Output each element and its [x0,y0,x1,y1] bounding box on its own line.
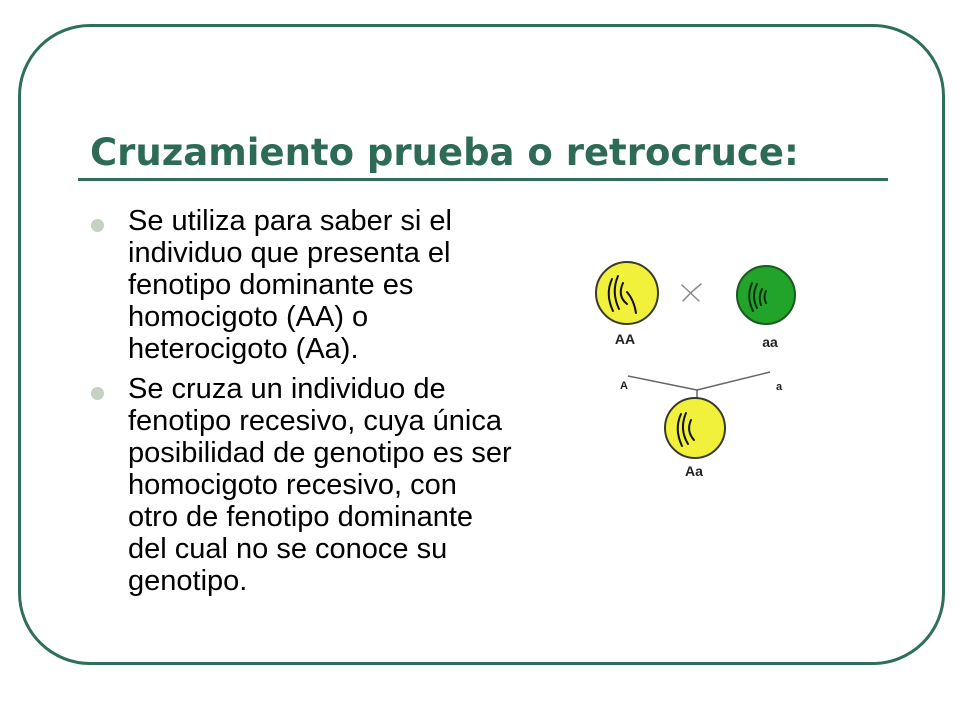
bullet-line: individuo que presenta el [128,237,451,269]
gamete-lines [628,372,770,398]
test-cross-diagram [580,250,820,490]
bullet-line: fenotipo dominante es [128,269,414,301]
dominant-parent-label: AA [614,331,636,347]
recessive-parent-cell [737,266,795,324]
slide-title: Cruzamiento prueba o retrocruce: [90,131,799,174]
bullet-item [128,205,452,365]
recessive-parent-circle [737,266,795,324]
bullet-line: homocigoto recesivo, con [128,469,457,501]
dominant-parent-cell [596,262,658,324]
bullet-line: heterocigoto (Aa). [128,333,359,365]
bullet-line: otro de fenotipo dominante [128,501,474,533]
bullet-line: genotipo. [128,565,248,597]
recessive-parent-label: aa [762,334,778,350]
recessive-gamete-label: a [775,381,783,393]
title-underline [78,178,888,181]
bullet-line: fenotipo recesivo, cuya única [128,405,502,437]
bullet-dot-icon [91,219,104,232]
bullet-line: Se cruza un individuo de [128,373,446,405]
bullet-line: posibilidad de genotipo es ser [128,437,512,469]
bullet-dot-icon [91,387,104,400]
cross-icon [682,284,701,301]
bullet-line: Se utiliza para saber si el [128,205,452,237]
bullet-line: del cual no se conoce su [128,533,448,565]
bullet-line: homocigoto (AA) o [128,301,369,333]
offspring-cell [665,398,725,458]
dominant-gamete-label: A [620,380,628,392]
offspring-label: Aa [685,463,703,479]
offspring-circle [665,398,725,458]
bullet-item [128,373,512,597]
